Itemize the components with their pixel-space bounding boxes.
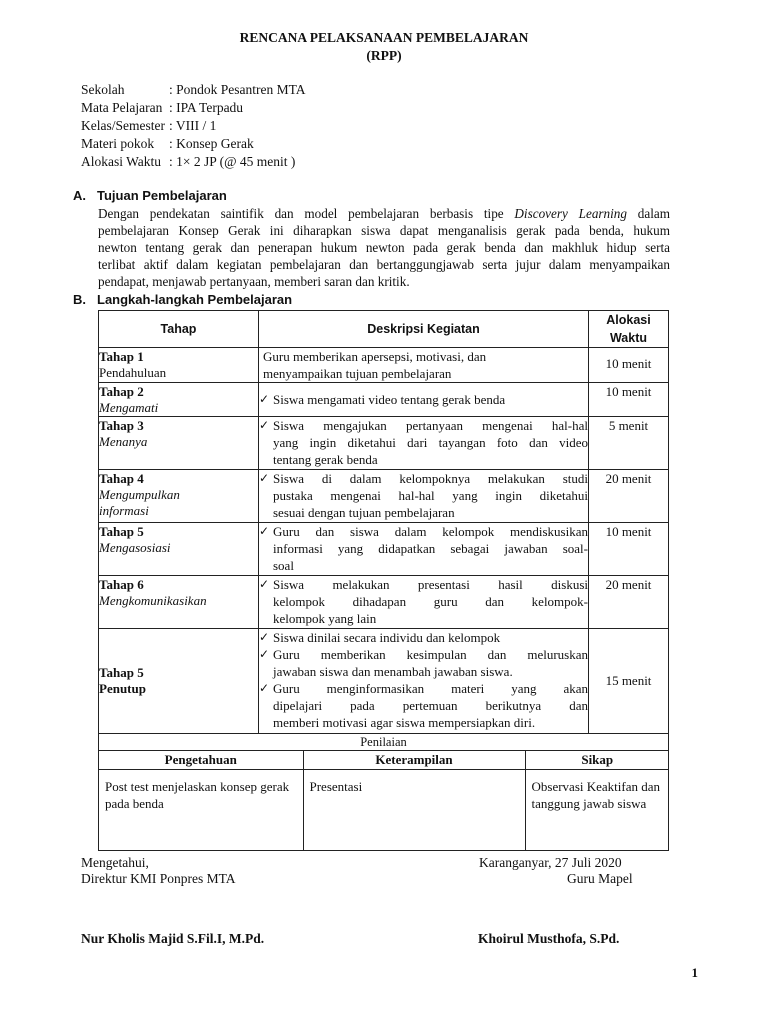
stage-number: Tahap 4 bbox=[99, 471, 144, 486]
paragraph-text: pembelajaran Konsep Gerak ini diharapkan siswa dapat menganalisis gerak pada benda, hukum bbox=[98, 223, 670, 238]
signature-right-title: Guru Mapel bbox=[567, 871, 633, 886]
activity-cell bbox=[259, 417, 589, 470]
signature-left-line1: Mengetahui, bbox=[81, 855, 149, 870]
activity-check-item bbox=[259, 680, 588, 731]
stage-description: Penutup bbox=[99, 681, 146, 696]
activity-line: kelompok dihadapan guru dan kelompok- bbox=[273, 594, 588, 609]
stage-number: Tahap 3 bbox=[99, 418, 144, 433]
assessment-table bbox=[99, 750, 669, 850]
activity-text bbox=[273, 576, 588, 627]
assessment-cell bbox=[99, 734, 669, 851]
stage-number: Tahap 6 bbox=[99, 577, 144, 592]
signature-right-name: Khoirul Musthofa, S.Pd. bbox=[478, 931, 620, 946]
activity-check-item bbox=[259, 470, 588, 521]
stage-number: Tahap 1 bbox=[99, 349, 144, 364]
paragraph-line bbox=[98, 205, 670, 222]
activity-text bbox=[273, 470, 588, 521]
activity-check-item bbox=[259, 391, 588, 408]
identity-value: : Pondok Pesantren MTA bbox=[169, 82, 306, 97]
assessment-body-row bbox=[99, 770, 669, 851]
activity-line: Siswa mengajukan pertanyaan mengenai hal-hal bbox=[273, 418, 588, 433]
document-subtitle: (RPP) bbox=[366, 48, 402, 63]
stage-description: Mengamati bbox=[99, 400, 159, 415]
paragraph-text: terlibat aktif dalam kegiatan pembelajaran dan bertanggungjawab serta jujur dalam menyampaikan bbox=[98, 257, 670, 272]
activity-cell bbox=[259, 523, 589, 576]
identity-label: Materi pokok bbox=[81, 136, 155, 151]
checkmark-icon: ✓ bbox=[259, 524, 270, 538]
activity-line: yang ingin diketahui dari tayangan foto dan video bbox=[273, 435, 588, 450]
objective-paragraph bbox=[98, 205, 670, 290]
emphasis-text: Discovery Learning bbox=[514, 206, 627, 221]
stage-description: Pendahuluan bbox=[99, 365, 167, 380]
table-row bbox=[99, 417, 669, 470]
activity-line: sesuai dengan tujuan pembelajaran bbox=[273, 505, 455, 520]
paragraph-line bbox=[98, 222, 670, 239]
activity-check-item bbox=[259, 629, 588, 646]
stage-cell bbox=[99, 629, 259, 734]
activity-line: Guru memberikan kesimpulan dan meluruskan bbox=[273, 647, 588, 662]
stage-description: Mengasosiasi bbox=[99, 540, 171, 555]
assessment-head: Pengetahuan bbox=[99, 751, 303, 770]
activity-cell bbox=[259, 383, 589, 417]
stage-number: Tahap 2 bbox=[99, 384, 144, 399]
activity-line: dipelajari pada pertemuan berikutnya dan bbox=[273, 698, 588, 713]
stage-number: Tahap 5 bbox=[99, 665, 144, 680]
activity-text bbox=[273, 417, 588, 468]
assessment-body: Post test menjelaskan konsep gerak pada benda bbox=[99, 770, 303, 851]
activity-check-item bbox=[259, 576, 588, 627]
identity-label: Alokasi Waktu bbox=[81, 154, 162, 169]
identity-value: : 1× 2 JP (@ 45 menit ) bbox=[169, 154, 296, 169]
assessment-header-row bbox=[99, 751, 669, 770]
activity-line: Guru dan siswa dalam kelompok mendiskusikan bbox=[273, 524, 588, 539]
table-header-row bbox=[99, 311, 669, 348]
activity-line: Siswa di dalam kelompoknya melakukan studi bbox=[273, 471, 588, 486]
activity-line: Siswa dinilai secara individu dan kelompok bbox=[273, 630, 501, 645]
paragraph-text: pendapat, menjawab pertanyaan, memberi saran dan kritik. bbox=[98, 274, 410, 289]
time-cell: 20 menit bbox=[589, 470, 669, 523]
paragraph-line bbox=[98, 273, 670, 290]
stage-description: Mengumpulkan informasi bbox=[99, 487, 180, 518]
checkmark-icon: ✓ bbox=[259, 630, 270, 644]
paragraph-text: Dengan pendekatan saintifik dan model pembelajaran berbasis tipe Discovery Learning dalam bbox=[98, 206, 670, 221]
activity-line: Guru memberikan apersepsi, motivasi, dan bbox=[263, 349, 487, 364]
table-row bbox=[99, 576, 669, 629]
activity-cell bbox=[259, 348, 589, 383]
paragraph-line bbox=[98, 256, 670, 273]
checkmark-icon: ✓ bbox=[259, 471, 270, 485]
time-cell: 5 menit bbox=[589, 417, 669, 470]
table-row bbox=[99, 523, 669, 576]
checkmark-icon: ✓ bbox=[259, 647, 270, 661]
activity-line: jawaban siswa dan menambah jawaban siswa. bbox=[273, 664, 513, 679]
time-cell: 10 menit bbox=[589, 383, 669, 417]
table-row bbox=[99, 348, 669, 383]
paragraph-text: newton tentang gerak dan penerapan hukum newton pada gerak benda dan makhluk hidup serta bbox=[98, 240, 670, 255]
identity-value: : VIII / 1 bbox=[169, 118, 217, 133]
stage-cell bbox=[99, 348, 259, 383]
activity-text bbox=[259, 348, 588, 382]
stage-cell bbox=[99, 523, 259, 576]
activity-line: pustaka mengenai hal-hal yang ingin diketahui bbox=[273, 488, 588, 503]
assessment-row bbox=[99, 734, 669, 851]
stage-cell bbox=[99, 383, 259, 417]
header-time bbox=[589, 311, 669, 348]
activity-line: informasi yang didapatkan sebagai jawaban soal- bbox=[273, 541, 588, 556]
activity-text bbox=[273, 523, 588, 574]
activity-text bbox=[273, 646, 588, 680]
signature-right-place-date: Karanganyar, 27 Juli 2020 bbox=[479, 855, 622, 870]
header-time-line: Waktu bbox=[609, 331, 648, 345]
section-number: B. bbox=[73, 292, 86, 307]
table-row bbox=[99, 470, 669, 523]
time-cell: 10 menit bbox=[589, 523, 669, 576]
section-number: A. bbox=[73, 188, 86, 203]
checkmark-icon: ✓ bbox=[259, 418, 270, 432]
activity-line: tentang gerak benda bbox=[273, 452, 378, 467]
identity-value: : IPA Terpadu bbox=[169, 100, 244, 115]
checkmark-icon: ✓ bbox=[259, 392, 270, 406]
header-time-line: Alokasi bbox=[606, 313, 651, 327]
table-row-closing bbox=[99, 629, 669, 734]
header-description: Deskripsi Kegiatan bbox=[259, 311, 589, 348]
stage-cell bbox=[99, 470, 259, 523]
assessment-body: Presentasi bbox=[303, 770, 525, 851]
paragraph-line bbox=[98, 239, 670, 256]
time-cell: 10 menit bbox=[589, 348, 669, 383]
activity-line: Siswa melakukan presentasi hasil diskusi bbox=[273, 577, 588, 592]
checkmark-icon: ✓ bbox=[259, 577, 270, 591]
activity-text bbox=[273, 680, 588, 731]
stage-description: Menanya bbox=[99, 434, 148, 449]
identity-label: Mata Pelajaran bbox=[81, 100, 163, 115]
document-title: RENCANA PELAKSANAAN PEMBELAJARAN bbox=[239, 30, 529, 45]
stage-number: Tahap 5 bbox=[99, 524, 144, 539]
activity-check-item bbox=[259, 417, 588, 468]
stage-description: Mengkomunikasikan bbox=[99, 593, 207, 608]
assessment-body: Observasi Keaktifan dan tanggung jawab siswa bbox=[525, 770, 669, 851]
activity-check-item bbox=[259, 646, 588, 680]
activity-line: soal bbox=[273, 558, 294, 573]
checkmark-icon: ✓ bbox=[259, 681, 270, 695]
signature-left-name: Nur Kholis Majid S.Fil.I, M.Pd. bbox=[81, 931, 265, 946]
stage-cell bbox=[99, 576, 259, 629]
identity-value: : Konsep Gerak bbox=[169, 136, 254, 151]
section-title: Langkah-langkah Pembelajaran bbox=[97, 292, 293, 307]
assessment-head: Keterampilan bbox=[303, 751, 525, 770]
activity-text bbox=[273, 629, 588, 646]
activity-line: Siswa mengamati video tentang gerak benda bbox=[273, 392, 506, 407]
activity-cell bbox=[259, 629, 589, 734]
identity-label: Sekolah bbox=[81, 82, 125, 97]
activity-line: kelompok yang lain bbox=[273, 611, 377, 626]
assessment-title: Penilaian bbox=[360, 735, 407, 749]
stage-cell bbox=[99, 417, 259, 470]
time-cell: 20 menit bbox=[589, 576, 669, 629]
activity-cell bbox=[259, 576, 589, 629]
assessment-head: Sikap bbox=[525, 751, 669, 770]
learning-steps-table bbox=[98, 310, 669, 851]
activity-cell bbox=[259, 470, 589, 523]
page-number: 1 bbox=[691, 965, 698, 980]
identity-label: Kelas/Semester bbox=[81, 118, 165, 133]
activity-line: Guru menginformasikan materi yang akan bbox=[273, 681, 588, 696]
activity-check-item bbox=[259, 523, 588, 574]
activity-line: menyampaikan tujuan pembelajaran bbox=[263, 366, 452, 381]
header-stage: Tahap bbox=[99, 311, 259, 348]
table-row bbox=[99, 383, 669, 417]
activity-line: memberi motivasi agar siswa mempersiapkan diri. bbox=[273, 715, 536, 730]
signature-left-title: Direktur KMI Ponpres MTA bbox=[81, 871, 236, 886]
time-cell: 15 menit bbox=[589, 629, 669, 734]
section-title: Tujuan Pembelajaran bbox=[97, 188, 227, 203]
